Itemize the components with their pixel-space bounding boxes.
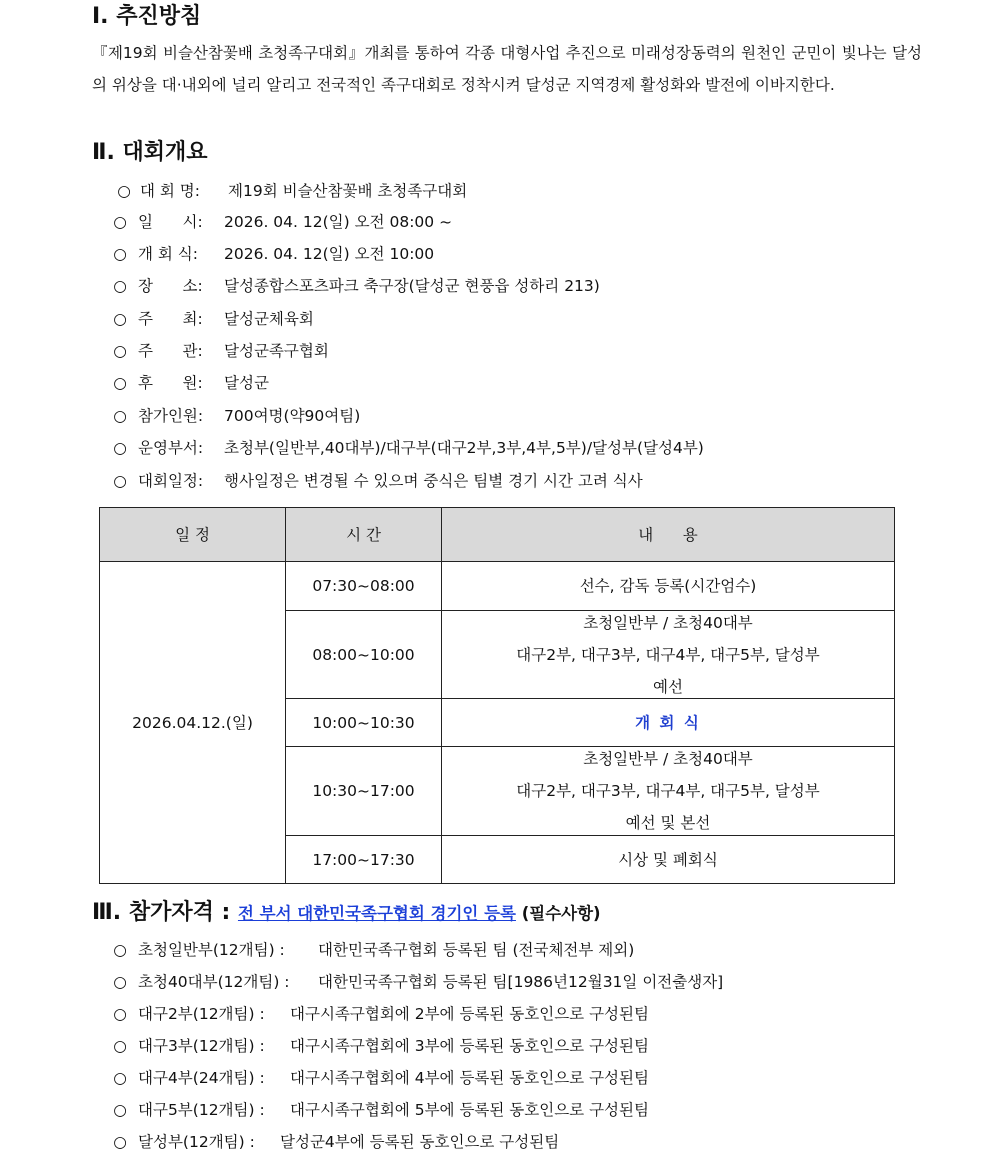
bullet-circle: ○ [113, 277, 127, 295]
overview-label: 주 최: [138, 310, 203, 328]
header-date: 일 정 [175, 525, 210, 544]
overview-value: 달성군체육회 [224, 310, 314, 328]
eligibility-value: 대구시족구협회에 4부에 등록된 동호인으로 구성된팀 [290, 1069, 649, 1087]
header-content: 내 용 [638, 525, 698, 544]
overview-label: 후 원: [138, 374, 203, 392]
section-1-title: Ⅰ. 추진방침 [92, 4, 202, 29]
row-content: 선수, 감독 등록(시간엄수) [579, 577, 757, 595]
bullet-circle: ○ [113, 374, 127, 392]
overview-value: 제19회 비슬산참꽃배 초청족구대회 [228, 182, 468, 200]
overview-label: 대회일정: [138, 472, 204, 490]
bullet-circle: ○ [113, 213, 127, 231]
bullet-circle: ○ [113, 342, 127, 360]
schedule-date: 2026.04.12.(일) [132, 713, 253, 732]
row-content-line: 대구2부, 대구3부, 대구4부, 대구5부, 달성부 [516, 645, 820, 664]
row-content-line: 예선 [653, 677, 683, 696]
overview-label: 참가인원: [138, 407, 204, 425]
bullet-circle: ○ [113, 941, 127, 959]
bullet-circle: ○ [113, 1101, 127, 1119]
overview-value: 달성군족구협회 [224, 342, 329, 360]
bullet-circle: ○ [113, 439, 127, 457]
bullet-circle: ○ [113, 245, 127, 263]
eligibility-value: 대한민국족구협회 등록된 팀[1986년12월31일 이전출생자] [318, 973, 724, 991]
bullet-circle: ○ [113, 310, 127, 328]
overview-value: 달성종합스포츠파크 축구장(달성군 현풍읍 성하리 213) [224, 277, 600, 295]
eligibility-label: 달성부(12개팀) : [138, 1133, 255, 1151]
row-content [442, 699, 894, 746]
required-note: (필수사항) [515, 904, 601, 923]
row-time: 08:00~10:00 [312, 645, 415, 664]
row-content [442, 747, 894, 835]
overview-value: 행사일정은 변경될 수 있으며 중식은 팀별 경기 시간 고려 식사 [224, 472, 643, 490]
row-time: 17:00~17:30 [312, 850, 415, 869]
bullet-circle: ○ [113, 1037, 127, 1055]
section-3-title: Ⅲ. 참가자격 [92, 900, 214, 925]
eligibility-label: 대구4부(24개팀) : [138, 1069, 265, 1087]
eligibility-label: 초청40대부(12개팀) : [138, 973, 290, 991]
row-content [442, 611, 894, 698]
eligibility-label: 초청일반부(12개팀) : [138, 941, 285, 959]
overview-label: 대 회 명: [140, 182, 200, 200]
overview-value: 달성군 [224, 374, 269, 392]
bullet-circle: ○ [113, 1069, 127, 1087]
overview-label: 운영부서: [138, 439, 204, 457]
row-time: 10:30~17:00 [312, 782, 415, 800]
bullet-circle: ○ [113, 472, 127, 490]
eligibility-value: 대구시족구협회에 3부에 등록된 동호인으로 구성된팀 [290, 1037, 649, 1055]
eligibility-label: 대구3부(12개팀) : [138, 1037, 265, 1055]
eligibility-label: 대구2부(12개팀) : [138, 1005, 265, 1023]
eligibility-value: 대구시족구협회에 5부에 등록된 동호인으로 구성된팀 [290, 1101, 649, 1119]
eligibility-label: 대구5부(12개팀) : [138, 1101, 265, 1119]
section-3-colon: : [213, 900, 238, 925]
schedule-table [99, 507, 895, 884]
bullet-circle: ○ [113, 1133, 127, 1151]
eligibility-value: 달성군4부에 등록된 동호인으로 구성된팀 [280, 1133, 560, 1151]
overview-label: 장 소: [138, 277, 203, 295]
opening-ceremony-label: 개 회 식 [635, 713, 701, 732]
policy-paragraph: 『제19회 비슬산참꽃배 초청족구대회』개최를 통하여 각종 대형사업 추진으로 미래성장동력의 원천인 군민이 빛나는 달성의 위상을 대·내외에 널리 알리고 전국적인 족구대회로 정착시켜 달성군 지역경제 활성화와 발전에 이바지한다. [92, 44, 922, 94]
row-time: 07:30~08:00 [312, 577, 415, 595]
overview-value: 700여명(약90여팀) [224, 407, 361, 425]
registration-requirement-link[interactable]: 전 부서 대한민국족구협회 경기인 등록 [237, 904, 516, 923]
bullet-circle: ○ [117, 182, 131, 200]
section-3-heading [92, 898, 601, 929]
overview-label: 주 관: [138, 342, 203, 360]
row-content: 시상 및 폐회식 [618, 850, 718, 869]
overview-value: 2026. 04. 12(일) 오전 10:00 [224, 245, 435, 263]
bullet-circle: ○ [113, 973, 127, 991]
overview-value: 2026. 04. 12(일) 오전 08:00 ~ [224, 213, 453, 231]
eligibility-value: 대한민국족구협회 등록된 팀 (전국체전부 제외) [318, 941, 635, 959]
header-time: 시 간 [346, 525, 381, 544]
row-content-line: 초청일반부 / 초청40대부 [583, 613, 753, 632]
row-time: 10:00~10:30 [312, 713, 415, 732]
row-content-line: 예선 및 본선 [625, 814, 711, 832]
bullet-circle: ○ [113, 1005, 127, 1023]
row-content-line: 초청일반부 / 초청40대부 [583, 750, 753, 768]
overview-label: 개 회 식: [138, 245, 198, 263]
overview-value: 초청부(일반부,40대부)/대구부(대구2부,3부,4부,5부)/달성부(달성4부) [224, 439, 704, 457]
row-content-line: 대구2부, 대구3부, 대구4부, 대구5부, 달성부 [516, 782, 820, 800]
eligibility-value: 대구시족구협회에 2부에 등록된 동호인으로 구성된팀 [290, 1005, 649, 1023]
bullet-circle: ○ [113, 407, 127, 425]
section-2-title: Ⅱ. 대회개요 [92, 140, 208, 165]
overview-label: 일 시: [138, 213, 203, 231]
